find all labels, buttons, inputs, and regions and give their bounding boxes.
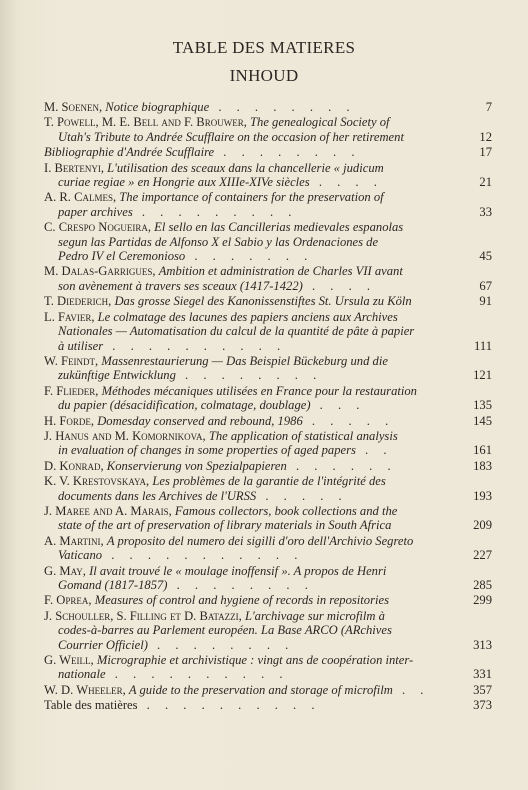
toc-leader-dots: . . . . . . . . . xyxy=(132,204,298,219)
toc-leader-dots: . . . . . . . . . . xyxy=(105,667,289,682)
toc-entry-line xyxy=(44,100,458,114)
toc-title: L'utilisation des sceaux dans la chancellerie « judicum xyxy=(107,160,384,175)
toc-author: K. V. Krestovskaya, xyxy=(44,474,153,489)
toc-author: J. Hanus and M. Komornikova, xyxy=(44,428,209,443)
toc-leader-dots: . . . . xyxy=(309,175,383,190)
toc-author: F. Oprea, xyxy=(44,593,95,608)
toc-title: codes-à-barres au Parlement européen. La Base ARCO (ARchives xyxy=(58,623,392,638)
toc-page-number: 7 xyxy=(485,100,492,114)
toc-title: Nationales — Automatisation du calcul de la quantité de pâte à papier xyxy=(58,324,415,339)
table-of-contents xyxy=(44,100,492,714)
toc-entry-line xyxy=(44,429,458,443)
toc-entry-line xyxy=(44,578,458,592)
toc-page-number: 161 xyxy=(473,443,492,458)
toc-title: Les problèmes de la garantie de l'intégrité des xyxy=(152,474,386,489)
toc-leader-dots: . . . . . . . . xyxy=(167,578,314,592)
toc-entry-line xyxy=(44,339,458,353)
toc-leader-dots: . . . . xyxy=(302,278,377,293)
toc-title: Pedro IV el Ceremonioso xyxy=(58,249,186,264)
toc-entry xyxy=(44,429,492,458)
toc-title: in evaluation of changes in some properties of aged papers xyxy=(58,443,356,458)
toc-leader-dots: . . . . . xyxy=(302,413,395,428)
toc-title: Table des matières xyxy=(44,698,138,713)
toc-entry-line xyxy=(44,653,458,667)
toc-leader-dots: . . . xyxy=(310,398,366,413)
toc-title: zukünftige Entwicklung xyxy=(58,368,176,383)
toc-page-number: 313 xyxy=(473,637,492,652)
toc-title: Konservierung von Spezialpapieren xyxy=(106,458,287,473)
toc-entry xyxy=(44,564,492,593)
toc-entry xyxy=(44,653,492,682)
toc-author: C. Crespo Nogueira, xyxy=(44,220,155,235)
toc-author: J. Schouller, S. Filling et D. Batazzi, xyxy=(44,608,245,623)
toc-leader-dots: . . . . . . xyxy=(286,458,397,473)
toc-title: Famous collectors, book collections and the xyxy=(174,503,398,518)
toc-leader-dots: . . . . . . . . xyxy=(147,637,295,652)
toc-author: A. R. Calmes, xyxy=(44,190,120,205)
toc-title: The application of statistical analysis xyxy=(208,428,398,443)
toc-author: H. Forde, xyxy=(44,413,98,428)
toc-title: The importance of containers for the preservation of xyxy=(119,190,384,205)
toc-entry-line xyxy=(44,534,458,548)
toc-title: du papier (désacidification, colmatage, doublage) xyxy=(58,398,311,413)
toc-title: El sello en las Cancillerias medievales espanolas xyxy=(154,220,404,235)
toc-entry xyxy=(44,115,492,144)
toc-title: Le colmatage des lacunes des papiers anciens aux Archives xyxy=(97,309,398,324)
toc-leader-dots: . . . . . . . . xyxy=(214,145,361,160)
toc-title: Massenrestaurierung — Das Beispiel Bückeburg und die xyxy=(101,353,388,368)
toc-page-number: 135 xyxy=(473,398,492,413)
toc-entry-line xyxy=(44,368,458,382)
toc-entry xyxy=(44,220,492,263)
toc-page-number: 21 xyxy=(479,175,492,190)
toc-leader-dots: . . xyxy=(392,682,430,697)
toc-entry-line xyxy=(44,294,458,308)
toc-title: Vaticano xyxy=(58,548,103,563)
toc-entry-line xyxy=(44,667,458,681)
toc-author: I. Bertenyi, xyxy=(44,160,108,175)
toc-entry-line xyxy=(44,145,458,159)
toc-entry xyxy=(44,504,492,533)
toc-leader-dots: . . . . . . . . . . xyxy=(137,698,321,713)
toc-entry xyxy=(44,161,492,190)
toc-page-number: 91 xyxy=(479,294,492,309)
toc-page-number: 193 xyxy=(473,488,492,503)
toc-title: son avènement à travers ses sceaux (1417-1422) xyxy=(58,278,303,293)
toc-author: G. Weill, xyxy=(44,653,97,668)
toc-page-number: 373 xyxy=(473,698,492,713)
toc-entry-line xyxy=(44,564,458,578)
toc-page-number: 331 xyxy=(473,667,492,682)
toc-title: Méthodes mécaniques utilisées en France pour la restauration xyxy=(101,383,417,398)
toc-entry-line xyxy=(44,698,458,712)
toc-entry-line xyxy=(44,205,458,219)
toc-page-number: 285 xyxy=(473,578,492,592)
toc-title: Measures of control and hygiene of records in repositories xyxy=(94,593,389,608)
toc-title: paper archives xyxy=(58,204,133,219)
toc-entry-line xyxy=(44,279,458,293)
toc-page-number: 67 xyxy=(479,278,492,293)
toc-entry xyxy=(44,264,492,293)
toc-entry-line xyxy=(44,548,458,562)
toc-title: nationale xyxy=(58,667,106,682)
toc-entry-line xyxy=(44,459,458,473)
toc-page-number: 17 xyxy=(479,145,492,160)
toc-page-number: 111 xyxy=(474,338,492,353)
toc-author: J. Maree and A. Marais, xyxy=(44,503,175,518)
toc-author: G. May, xyxy=(44,563,90,578)
toc-author: T. Powell, M. E. Bell and F. Brouwer, xyxy=(44,115,251,130)
toc-title: Ambition et administration de Charles VII avant xyxy=(158,264,403,279)
toc-entry-line xyxy=(44,220,458,234)
toc-title: Micrographie et archivistique : vingt ans de coopération inter- xyxy=(96,653,414,668)
toc-title: Notice biographique xyxy=(105,100,210,114)
toc-page-number: 45 xyxy=(479,249,492,264)
toc-author: A. Martini, xyxy=(44,533,107,548)
toc-entry-line xyxy=(44,175,458,189)
toc-title: state of the art of preservation of library materials in South Africa xyxy=(58,518,392,533)
toc-title: Courrier Officiel) xyxy=(58,637,148,652)
toc-entry xyxy=(44,294,492,308)
toc-entry-line xyxy=(44,190,458,204)
toc-entry xyxy=(44,145,492,159)
toc-title: Utah's Tribute to Andrée Scufflaire on the occasion of her retirement xyxy=(58,129,404,144)
toc-entry-line xyxy=(44,638,458,652)
toc-leader-dots: . . . . . . . . . . xyxy=(103,338,287,353)
toc-page-number: 183 xyxy=(473,458,492,473)
toc-author: W. D. Wheeler, xyxy=(44,682,129,697)
toc-entry-line xyxy=(44,593,458,607)
toc-entry-line xyxy=(44,115,458,129)
toc-entry-line xyxy=(44,324,458,338)
toc-title: A proposito del numero dei sigilli d'oro dell'Archivio Segreto xyxy=(106,533,414,548)
toc-entry-line xyxy=(44,130,458,144)
toc-author: L. Favier, xyxy=(44,309,98,324)
toc-entry-line xyxy=(44,414,458,428)
toc-entry xyxy=(44,384,492,413)
toc-title: Bibliographie d'Andrée Scufflaire xyxy=(44,145,215,160)
toc-page-number: 299 xyxy=(473,593,492,608)
toc-title: A guide to the preservation and storage of microfilm xyxy=(128,682,393,697)
toc-leader-dots: . . . . . xyxy=(256,488,348,503)
toc-author: T. Diederich, xyxy=(44,294,115,309)
toc-author: W. Feindt, xyxy=(44,353,102,368)
toc-author: M. Soenen, xyxy=(44,100,106,114)
toc-title: segun las Partidas de Alfonso X el Sabio y las Ordenaciones de xyxy=(58,234,379,249)
toc-page-number: 12 xyxy=(479,129,492,144)
toc-entry xyxy=(44,354,492,383)
toc-entry-line xyxy=(44,264,458,278)
toc-page-number: 145 xyxy=(473,413,492,428)
toc-leader-dots: . . . . . . . . . . . xyxy=(102,548,304,563)
toc-author: M. Dalas-Garrigues, xyxy=(44,264,159,279)
toc-entry-line xyxy=(44,443,458,457)
toc-page-number: 209 xyxy=(473,518,492,533)
toc-title: Il avait trouvé le « moulage inoffensif ». A propos de Henri xyxy=(89,563,387,578)
toc-author: F. Flieder, xyxy=(44,383,102,398)
toc-entry-line xyxy=(44,398,458,412)
toc-author: D. Konrad, xyxy=(44,458,107,473)
toc-entry-line xyxy=(44,235,458,249)
toc-page-number: 33 xyxy=(479,204,492,219)
toc-entry-line xyxy=(44,161,458,175)
toc-page-number: 357 xyxy=(473,682,492,697)
toc-title: curiae regiae » en Hongrie aux XIIIe-XIVe siècles xyxy=(58,175,310,190)
toc-entry xyxy=(44,100,492,114)
toc-title: L'archivage sur microfilm à xyxy=(244,608,385,623)
toc-title: Domesday conserved and rebound, 1986 xyxy=(97,413,303,428)
toc-entry-line xyxy=(44,518,458,532)
toc-entry xyxy=(44,593,492,607)
toc-page-number: 121 xyxy=(473,368,492,383)
toc-entry xyxy=(44,534,492,563)
toc-entry-line xyxy=(44,683,458,697)
toc-entry-line xyxy=(44,489,458,503)
toc-leader-dots: . . . . . . . . xyxy=(209,100,356,114)
toc-entry xyxy=(44,474,492,503)
toc-title: documents dans les Archives de l'URSS xyxy=(58,488,257,503)
toc-entry xyxy=(44,414,492,428)
toc-entry xyxy=(44,609,492,652)
toc-entry-line xyxy=(44,609,458,623)
toc-entry-line xyxy=(44,384,458,398)
toc-entry xyxy=(44,683,492,697)
toc-page-number: 227 xyxy=(473,548,492,563)
toc-entry-line xyxy=(44,354,458,368)
toc-title: The genealogical Society of xyxy=(250,115,390,130)
page-title: TABLE DES MATIERES xyxy=(172,38,356,57)
toc-entry xyxy=(44,190,492,219)
toc-title: à utiliser xyxy=(58,338,104,353)
toc-title: Gomand (1817-1857) xyxy=(58,578,168,592)
toc-entry-line xyxy=(44,249,458,263)
toc-entry-line xyxy=(44,310,458,324)
toc-entry-line xyxy=(44,623,458,637)
toc-entry xyxy=(44,459,492,473)
toc-leader-dots: . . . . . . . . xyxy=(175,368,323,383)
toc-entry xyxy=(44,310,492,353)
toc-leader-dots: . . . . . . . xyxy=(185,249,314,264)
toc-title: Das grosse Siegel des Kanonissenstiftes St. Ursula zu Köln xyxy=(114,294,412,309)
toc-entry xyxy=(44,698,492,712)
page-subtitle: INHOUD xyxy=(229,66,299,85)
toc-entry-line xyxy=(44,474,458,488)
toc-leader-dots: . . xyxy=(355,443,393,458)
toc-entry-line xyxy=(44,504,458,518)
